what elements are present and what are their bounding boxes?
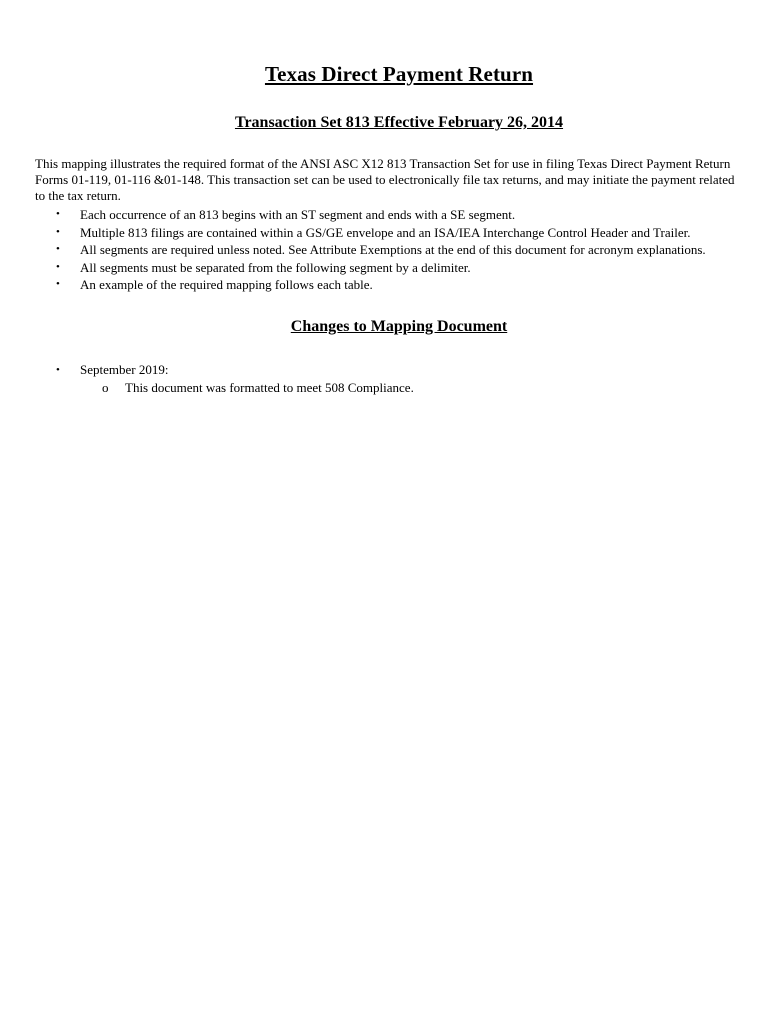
list-item-text: All segments are required unless noted. See Attribute Exemptions at the end of this document for acronym explanations. — [80, 242, 706, 257]
changes-heading: Changes to Mapping Document — [290, 318, 508, 335]
document-title: Texas Direct Payment Return — [264, 62, 534, 86]
bullet-icon: • — [56, 260, 60, 273]
change-details-list — [80, 379, 735, 397]
bullet-icon: • — [56, 243, 60, 255]
list-item-text: Multiple 813 filings are contained within a GS/GE envelope and an ISA/IEA Interchange Control Header and Trailer. — [80, 224, 691, 240]
list-item-text: All segments must be separated from the following segment by a delimiter. — [80, 259, 471, 275]
sub-bullet-icon: o — [102, 380, 109, 395]
bullet-icon: • — [56, 225, 60, 238]
list-item — [35, 206, 760, 224]
list-item — [35, 241, 760, 259]
bullet-icon: • — [56, 364, 60, 376]
intro-paragraph: This mapping illustrates the required format of the ANSI ASC X12 813 Transaction Set for use in filing Texas Direct Payment Return Forms 01-119, 01-116 &01-148. This transaction set can be used to electronically file tax returns, and may initiate the payment related to the tax return. — [35, 156, 735, 203]
change-detail-text: This document was formatted to meet 508 Compliance. — [125, 380, 414, 395]
change-date: September 2019: — [80, 362, 169, 377]
list-item-text: An example of the required mapping follows each table. — [80, 277, 373, 292]
change-detail-item — [80, 379, 735, 397]
list-item — [35, 224, 760, 242]
list-item-text: Each occurrence of an 813 begins with an ST segment and ends with a SE segment. — [80, 207, 516, 222]
document-subtitle: Transaction Set 813 Effective February 26, 2014 — [234, 114, 564, 131]
bullet-icon: • — [56, 208, 60, 220]
change-entry — [35, 361, 735, 397]
changes-list — [35, 361, 735, 397]
list-item — [35, 259, 760, 277]
bullet-icon: • — [56, 278, 60, 290]
requirements-list — [35, 206, 760, 294]
list-item — [35, 276, 760, 294]
